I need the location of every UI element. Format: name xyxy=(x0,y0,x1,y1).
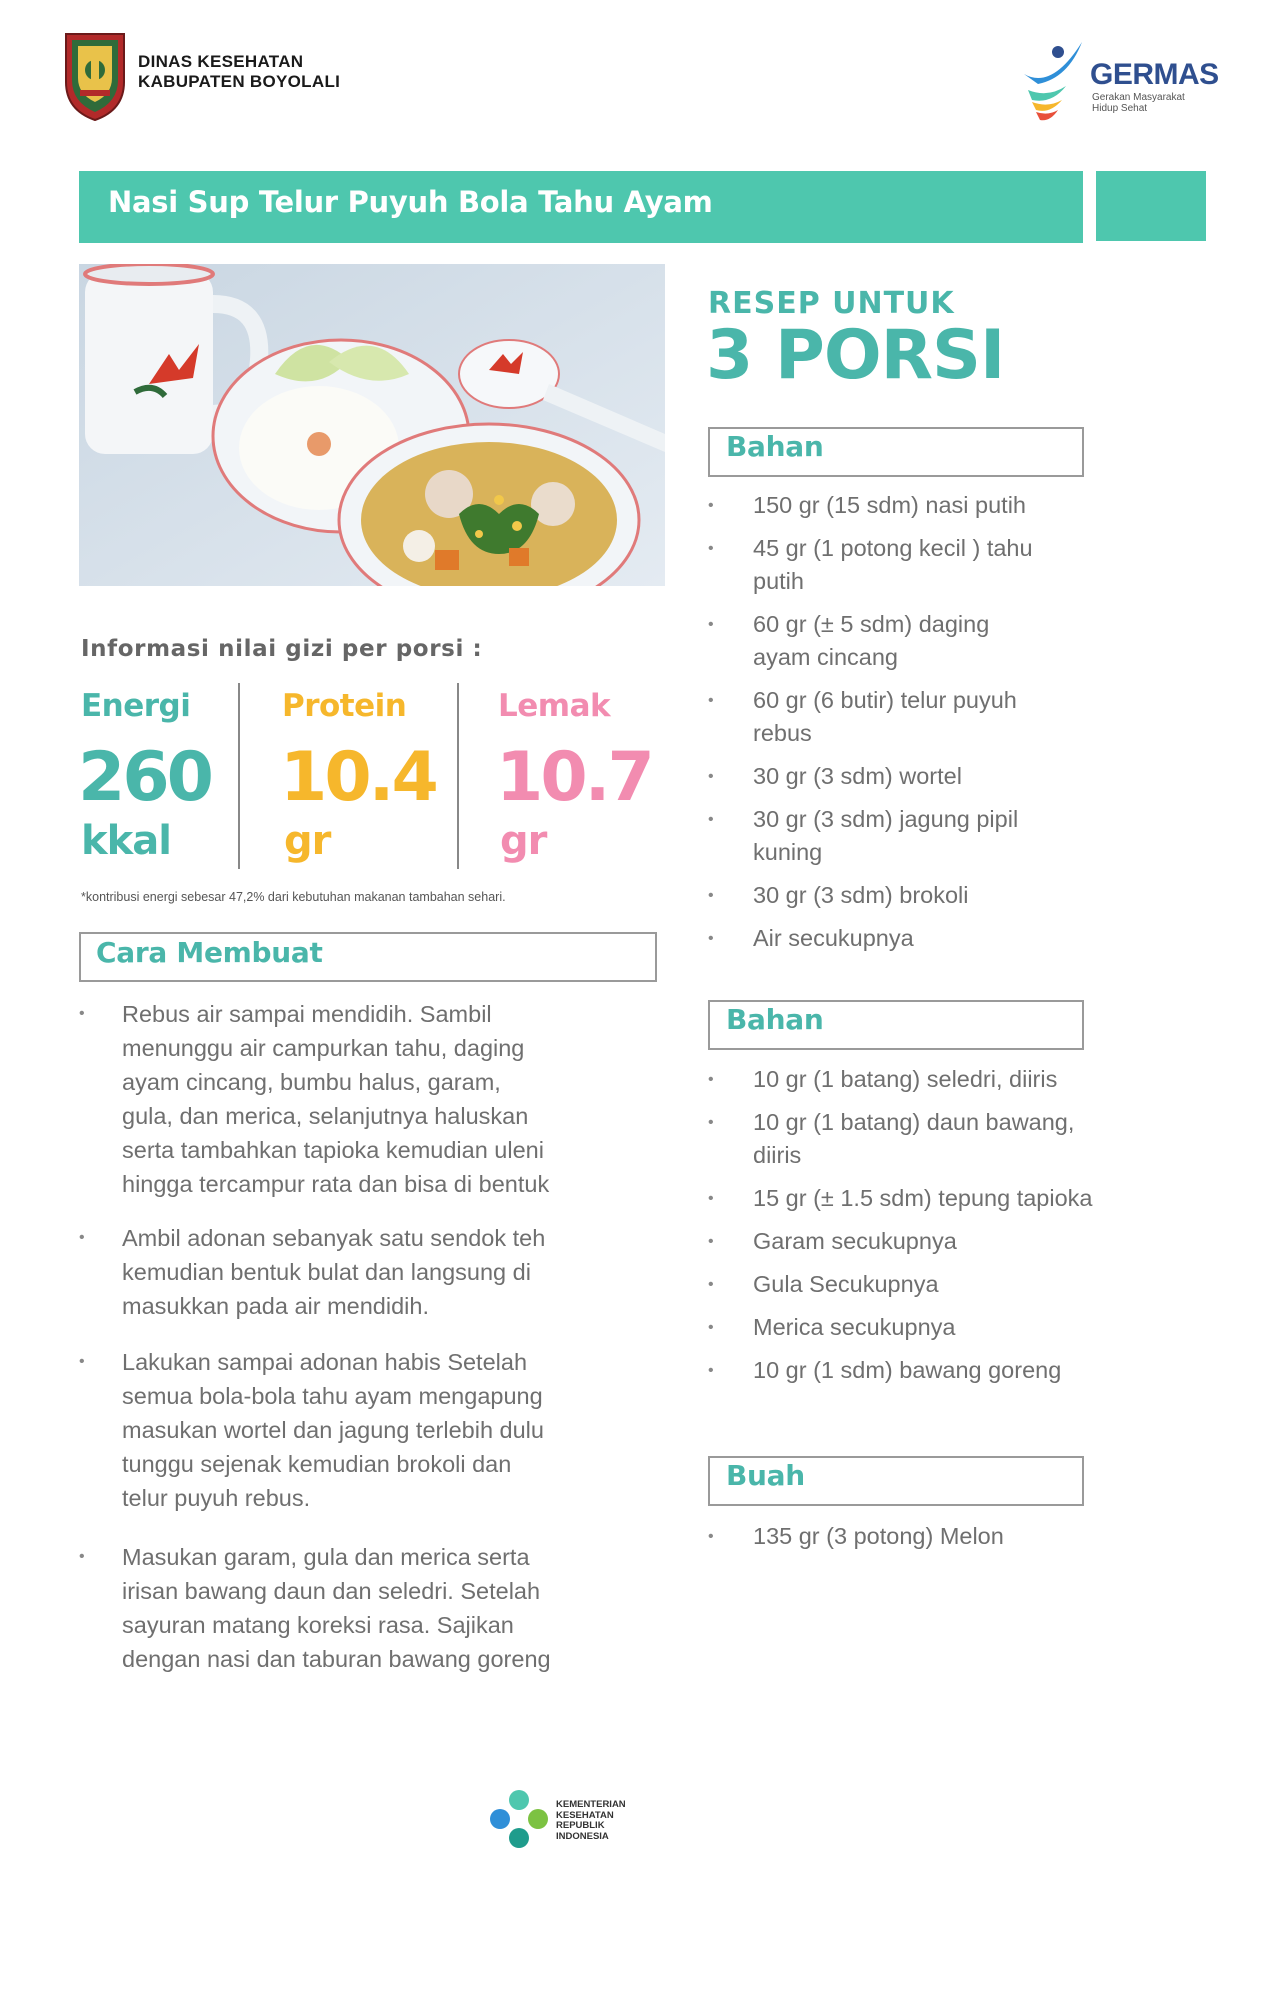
ingredient-item xyxy=(708,1106,1228,1172)
ingredient-item xyxy=(708,1063,1228,1096)
bullet: • xyxy=(708,1528,714,1545)
ingredient-item xyxy=(708,803,1228,869)
ingredient-item xyxy=(708,608,1228,674)
cara-step xyxy=(79,1221,659,1323)
boyolali-crest-icon xyxy=(62,30,128,122)
bahan-heading: Bahan xyxy=(726,1003,824,1036)
ingredient-line: kuning xyxy=(753,839,823,865)
porsi-count: 3 PORSI xyxy=(706,316,1005,395)
bullet: • xyxy=(708,692,714,709)
ingredient-line: 15 gr (± 1.5 sdm) tepung tapioka xyxy=(753,1185,1093,1211)
germas-name: GERMAS xyxy=(1090,58,1219,91)
bullet: • xyxy=(708,497,714,514)
step-line: hingga tercampur rata dan bisa di bentuk xyxy=(122,1171,550,1197)
resep-untuk: RESEP UNTUK xyxy=(708,286,955,321)
recipe-title: Nasi Sup Telur Puyuh Bola Tahu Ayam xyxy=(108,185,713,219)
bullet: • xyxy=(708,1114,714,1131)
ingredient-line: 30 gr (3 sdm) wortel xyxy=(753,763,962,789)
step-line: dengan nasi dan taburan bawang goreng xyxy=(122,1646,551,1672)
bullet: • xyxy=(708,1362,714,1379)
nutrition-heading: Informasi nilai gizi per porsi : xyxy=(81,636,483,662)
bahan-list xyxy=(708,489,1228,965)
ingredient-line: 30 gr (3 sdm) brokoli xyxy=(753,882,969,908)
bullet: • xyxy=(708,1071,714,1088)
kemkes-line: KEMENTERIAN xyxy=(556,1799,626,1810)
ingredient-line: rebus xyxy=(753,720,812,746)
ingredient-item xyxy=(708,760,1228,793)
ingredient-line: ayam cincang xyxy=(753,644,898,670)
bullet: • xyxy=(708,887,714,904)
ingredient-item xyxy=(708,1354,1228,1387)
step-line: masukkan pada air mendidih. xyxy=(122,1293,429,1319)
step-line: semua bola-bola tahu ayam mengapung xyxy=(122,1383,543,1409)
germas-tagline-line-1: Gerakan Masyarakat xyxy=(1092,92,1185,103)
nutrition-divider xyxy=(457,683,459,869)
ingredient-line: 45 gr (1 potong kecil ) tahu xyxy=(753,535,1033,561)
step-line: serta tambahkan tapioka kemudian uleni xyxy=(122,1137,544,1163)
ingredient-item xyxy=(708,1520,1228,1553)
ingredient-item xyxy=(708,1225,1228,1258)
bullet: • xyxy=(79,1548,85,1565)
step-line: tunggu sejenak kemudian brokoli dan xyxy=(122,1451,512,1477)
ingredient-line: 135 gr (3 potong) Melon xyxy=(753,1523,1004,1549)
kemkes-line: INDONESIA xyxy=(556,1830,609,1842)
germas-tagline-line-2: Hidup Sehat xyxy=(1092,103,1148,114)
ingredient-line: Air secukupnya xyxy=(753,925,914,951)
protein-label: Protein xyxy=(282,688,407,724)
bullet: • xyxy=(708,768,714,785)
ingredient-item xyxy=(708,1268,1228,1301)
cara-membuat-heading: Cara Membuat xyxy=(96,936,323,969)
ingredient-line: putih xyxy=(753,568,804,594)
ingredient-line: 10 gr (1 sdm) bawang goreng xyxy=(753,1357,1062,1383)
bullet: • xyxy=(79,1005,85,1022)
energi-label: Energi xyxy=(81,688,191,724)
step-line: Ambil adonan sebanyak satu sendok teh xyxy=(122,1225,546,1251)
protein-value: 10.4 xyxy=(280,738,436,817)
agency-line-2: KABUPATEN BOYOLALI xyxy=(138,72,341,91)
bullet: • xyxy=(708,1276,714,1293)
bullet: • xyxy=(708,811,714,828)
bullet: • xyxy=(708,540,714,557)
ingredient-line: 150 gr (15 sdm) nasi putih xyxy=(753,492,1027,518)
step-line: masukan wortel dan jagung terlebih dulu xyxy=(122,1417,544,1443)
step-line: kemudian bentuk bulat dan langsung di xyxy=(122,1259,531,1285)
lemak-value: 10.7 xyxy=(496,738,652,817)
bullet: • xyxy=(708,930,714,947)
step-line: ayam cincang, bumbu halus, garam, xyxy=(122,1069,501,1095)
ingredient-line: Gula Secukupnya xyxy=(753,1271,939,1297)
step-line: Rebus air sampai mendidih. Sambil xyxy=(122,1001,492,1027)
bullet: • xyxy=(708,1190,714,1207)
bullet: • xyxy=(79,1353,85,1370)
ingredient-item xyxy=(708,879,1228,912)
step-line: Masukan garam, gula dan merica serta xyxy=(122,1544,530,1570)
ingredient-line: 60 gr (6 butir) telur puyuh xyxy=(753,687,1017,713)
lemak-label: Lemak xyxy=(498,688,611,724)
bullet: • xyxy=(708,616,714,633)
title-accent-block xyxy=(1096,171,1206,241)
ingredient-line: 10 gr (1 batang) seledri, diiris xyxy=(753,1066,1058,1092)
ingredient-item xyxy=(708,489,1228,522)
nutrition-divider xyxy=(238,683,240,869)
ingredient-item xyxy=(708,922,1228,955)
step-line: gula, dan merica, selanjutnya haluskan xyxy=(122,1103,529,1129)
bullet: • xyxy=(79,1229,85,1246)
bullet: • xyxy=(708,1233,714,1250)
kemkes-line: KESEHATAN xyxy=(556,1809,614,1821)
step-line: irisan bawang daun dan seledri. Setelah xyxy=(122,1578,541,1604)
ingredient-line: 10 gr (1 batang) daun bawang, xyxy=(753,1109,1075,1135)
nutrition-footnote: *kontribusi energi sebesar 47,2% dari kebutuhan makanan tambahan sehari. xyxy=(81,890,506,904)
buah-heading: Buah xyxy=(726,1459,805,1492)
kemkes-line: REPUBLIK xyxy=(556,1820,605,1831)
ingredient-item xyxy=(708,1311,1228,1344)
dish-photo xyxy=(79,264,665,586)
step-line: telur puyuh rebus. xyxy=(122,1485,311,1511)
ingredient-line: Garam secukupnya xyxy=(753,1228,957,1254)
ingredient-line: 60 gr (± 5 sdm) daging xyxy=(753,611,990,637)
bullet: • xyxy=(708,1319,714,1336)
germas-logo-icon xyxy=(1018,38,1086,124)
agency-line-1: DINAS KESEHATAN xyxy=(138,52,304,71)
cara-step xyxy=(79,1540,659,1676)
protein-unit: gr xyxy=(284,818,331,864)
energi-value: 260 xyxy=(78,738,211,817)
cara-step xyxy=(79,997,659,1201)
ingredient-item xyxy=(708,532,1228,598)
kemkes-name xyxy=(556,1800,626,1842)
ingredient-item xyxy=(708,684,1228,750)
germas-tagline xyxy=(1092,92,1185,114)
ingredient-line: diiris xyxy=(753,1142,802,1168)
step-line: menunggu air campurkan tahu, daging xyxy=(122,1035,525,1061)
energi-unit: kkal xyxy=(81,818,171,864)
lemak-unit: gr xyxy=(500,818,547,864)
bahan-heading: Bahan xyxy=(726,430,824,463)
step-line: Lakukan sampai adonan habis Setelah xyxy=(122,1349,528,1375)
ingredient-line: Merica secukupnya xyxy=(753,1314,956,1340)
buah-list xyxy=(708,1520,1228,1553)
cara-step xyxy=(79,1345,659,1515)
bahan-list xyxy=(708,1063,1228,1397)
step-line: sayuran matang koreksi rasa. Sajikan xyxy=(122,1612,514,1638)
ingredient-item xyxy=(708,1182,1228,1215)
agency-name xyxy=(138,52,340,92)
ingredient-line: 30 gr (3 sdm) jagung pipil xyxy=(753,806,1019,832)
kemkes-logo-icon xyxy=(488,1788,550,1850)
